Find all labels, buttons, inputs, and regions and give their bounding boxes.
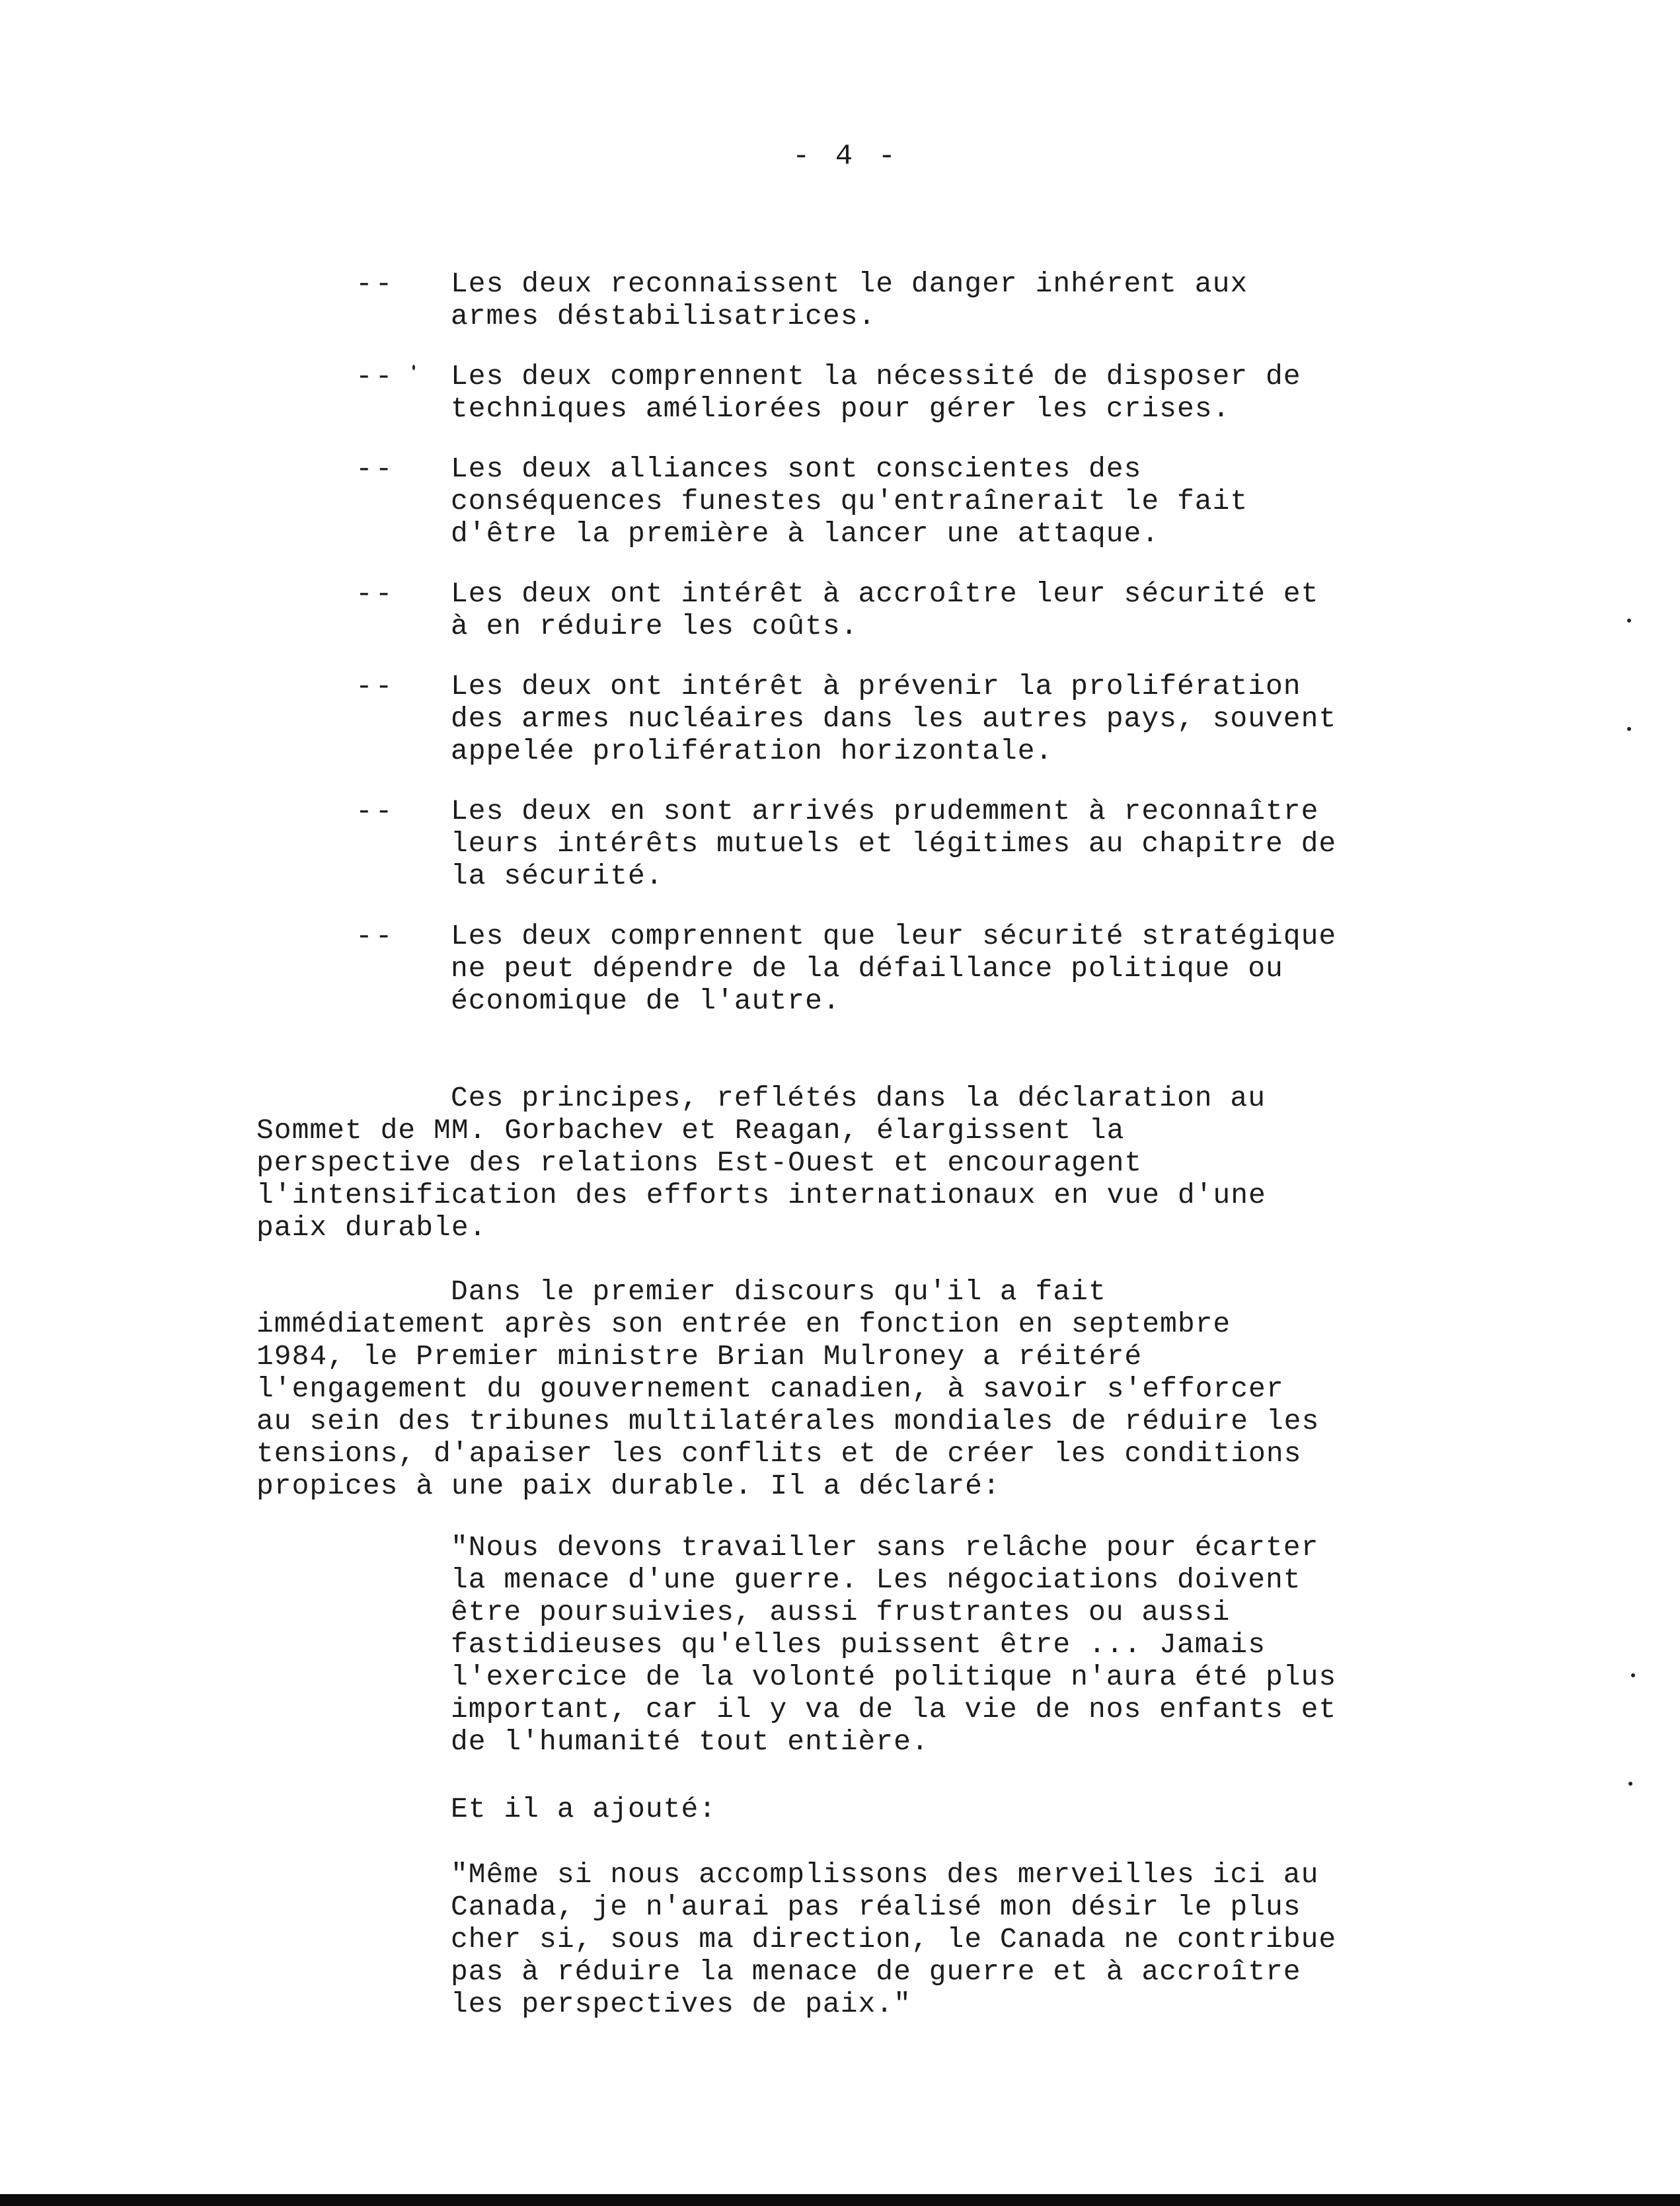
page-number: - 4 - — [792, 140, 900, 173]
scan-speck — [1627, 727, 1631, 731]
bullet-item — [0, 453, 1680, 550]
bullet-line: techniques améliorées pour gérer les crises. — [451, 393, 1231, 425]
bullet-line: la sécurité. — [451, 860, 664, 892]
paragraph-line: l'intensification des efforts internationaux en vue d'une — [256, 1179, 1266, 1211]
bullet-line: armes déstabilisatrices. — [451, 300, 876, 332]
bullet-line: des armes nucléaires dans les autres pays, souvent — [451, 703, 1337, 735]
bullet-marker: -- — [356, 578, 395, 610]
paragraph-line: Dans le premier discours qu'il a fait — [451, 1275, 1106, 1308]
paragraph-line: tensions, d'apaiser les conflits et de créer les conditions — [256, 1437, 1302, 1470]
bullet-line: d'être la première à lancer une attaque. — [451, 517, 1160, 550]
paragraph-line: 1984, le Premier ministre Brian Mulroney a réitéré — [256, 1340, 1143, 1373]
paragraph-speech — [256, 1275, 1446, 1502]
bullet-line: Les deux ont intérêt à prévenir la prolifération — [451, 670, 1301, 703]
bullet-line: économique de l'autre. — [451, 985, 841, 1017]
bullet-line: Les deux ont intérêt à accroître leur sécurité et — [451, 578, 1319, 610]
block-quote-first — [451, 1531, 1442, 1758]
bullet-line: appelée prolifération horizontale. — [451, 735, 1053, 767]
bullet-marker: -- — [356, 920, 395, 952]
bullet-line: à en réduire les coûts. — [451, 610, 859, 642]
paragraph-line: Sommet de MM. Gorbachev et Reagan, élargissent la — [256, 1114, 1125, 1147]
bullet-list — [0, 268, 1680, 1045]
paragraph-line: paix durable. — [256, 1211, 487, 1244]
quote-line: "Nous devons travailler sans relâche pour écarter — [451, 1531, 1319, 1564]
page-bottom-edge — [0, 2194, 1680, 2206]
quote-line: Canada, je n'aurai pas réalisé mon désir le plus — [451, 1891, 1301, 1923]
quote-line: l'exercice de la volonté politique n'aura été plus — [451, 1661, 1337, 1693]
bullet-line: Les deux comprennent que leur sécurité stratégique — [451, 920, 1337, 952]
quote-line: de l'humanité tout entière. — [451, 1726, 929, 1758]
quote-line: être poursuivies, aussi frustrantes ou aussi — [451, 1596, 1231, 1628]
quote-line: la menace d'une guerre. Les négociations doivent — [451, 1564, 1301, 1596]
bullet-line: leurs intérêts mutuels et légitimes au chapitre de — [451, 827, 1337, 860]
bullet-item — [0, 670, 1680, 767]
paragraph-principles — [256, 1082, 1446, 1244]
paragraph-line: immédiatement après son entrée en fonction en septembre — [256, 1308, 1231, 1340]
quote-intro — [451, 1793, 1442, 1825]
paragraph-line: Ces principes, reflétés dans la déclaration au — [451, 1082, 1266, 1114]
paragraph-line: au sein des tribunes multilatérales mondiales de réduire les — [256, 1405, 1320, 1437]
bullet-line: Les deux alliances sont conscientes des — [451, 453, 1142, 485]
quote-line: important, car il y va de la vie de nos enfants et — [451, 1693, 1337, 1726]
bullet-line: Les deux reconnaissent le danger inhérent aux — [451, 268, 1248, 300]
bullet-line: ne peut dépendre de la défaillance politique ou — [451, 952, 1283, 985]
scan-speck — [1628, 1782, 1632, 1786]
bullet-line: Les deux comprennent la nécessité de disposer de — [451, 360, 1301, 393]
paragraph-line: l'engagement du gouvernement canadien, à savoir s'efforcer — [256, 1373, 1284, 1405]
quote-intro-line: Et il a ajouté: — [451, 1793, 717, 1825]
bullet-item — [0, 268, 1680, 332]
bullet-marker: -- — [356, 360, 395, 393]
quote-line: pas à réduire la menace de guerre et à accroître — [451, 1956, 1301, 1988]
scan-speck — [1631, 1673, 1635, 1677]
paragraph-line: perspective des relations Est-Ouest et encouragent — [256, 1147, 1143, 1179]
scan-speck — [412, 365, 415, 370]
bullet-line: conséquences funestes qu'entraînerait le fait — [451, 485, 1248, 517]
quote-line: fastidieuses qu'elles puissent être ... Jamais — [451, 1628, 1266, 1661]
quote-line: "Même si nous accomplissons des merveilles ici au — [451, 1858, 1319, 1891]
quote-line: cher si, sous ma direction, le Canada ne contribue — [451, 1923, 1337, 1956]
bullet-line: Les deux en sont arrivés prudemment à reconnaître — [451, 795, 1319, 827]
bullet-marker: -- — [356, 670, 395, 703]
quote-line: les perspectives de paix." — [451, 1988, 911, 2020]
bullet-marker: -- — [356, 795, 395, 827]
bullet-item — [0, 795, 1680, 892]
bullet-marker: -- — [356, 453, 395, 485]
bullet-item — [0, 920, 1680, 1017]
bullet-item — [0, 578, 1680, 642]
bullet-item — [0, 360, 1680, 425]
paragraph-line: propices à une paix durable. Il a déclaré: — [256, 1470, 1001, 1502]
scan-speck — [1627, 619, 1631, 623]
bullet-marker: -- — [356, 268, 395, 300]
block-quote-second — [451, 1858, 1442, 2020]
